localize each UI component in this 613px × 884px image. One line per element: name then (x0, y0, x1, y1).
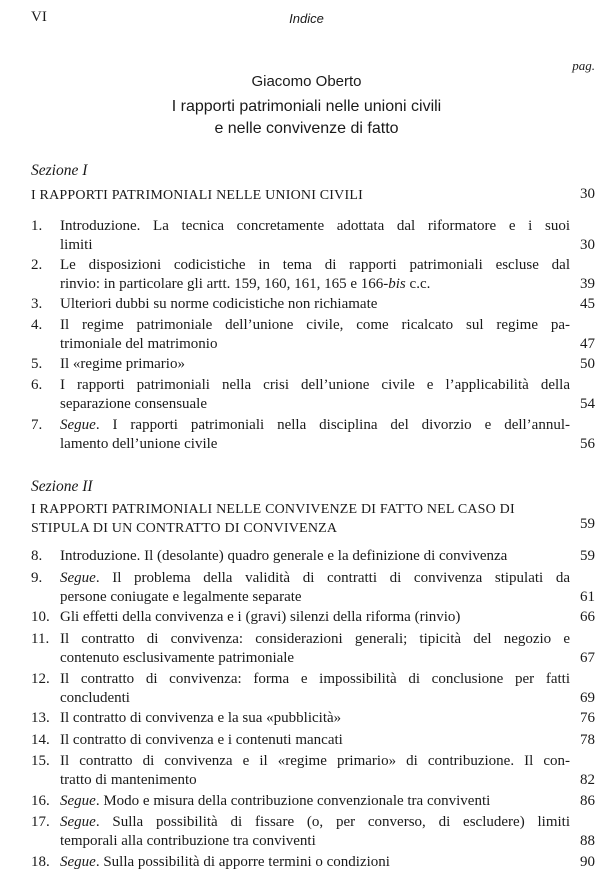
entry-page: 56 (580, 436, 595, 452)
running-title: Indice (289, 11, 324, 26)
entry-line (60, 853, 570, 872)
entry-title (60, 376, 570, 414)
entry-page: 67 (580, 650, 595, 666)
entry-title (60, 709, 570, 728)
entry-page: 90 (580, 854, 595, 870)
entry-line: limiti (60, 237, 93, 253)
entry-title (60, 813, 570, 851)
entry-line: Introduzione. La tecnica concretamente adottata dal riformatore e i suoi (60, 218, 570, 234)
entry-italic: Segue (60, 570, 96, 586)
entry-line (60, 275, 570, 294)
entry-number: 8. (31, 548, 43, 564)
section-heading (31, 186, 567, 205)
entry-page: 61 (580, 589, 595, 605)
entry-number: 14. (31, 732, 50, 748)
entry-title (60, 355, 570, 374)
entry-line: Gli effetti della convivenza e i (gravi) silenzi della riforma (rinvio) (60, 609, 461, 625)
section-label: Sezione I (31, 162, 88, 179)
entry-title (60, 217, 570, 255)
chapter-title-line-2: e nelle convivenze di fatto (214, 120, 399, 137)
entry-line: tratto di mantenimento (60, 772, 197, 788)
entry-line: trimoniale del matrimonio (60, 336, 218, 352)
entry-line-part: . Sulla possibilità di fissare (o, per converso, di escludere) limiti (95, 814, 570, 830)
entry-italic: bis (388, 276, 406, 292)
entry-line: persone coniugate e legalmente separate (60, 589, 302, 605)
entry-number: 7. (31, 417, 43, 433)
pag-label: pag. (572, 58, 595, 73)
entry-title (60, 731, 570, 750)
entry-title (60, 295, 570, 314)
entry-line-part: c.c. (409, 276, 431, 292)
entry-line-part: . I rapporti patrimoniali nella disciplina del divorzio e dell’annul- (95, 417, 570, 433)
entry-line-part: rinvio: in particolare gli artt. 159, 160, 161, 165 e 166- (60, 276, 389, 292)
entry-line: Il «regime primario» (60, 356, 185, 372)
entry-page: 78 (580, 732, 595, 748)
entry-italic: Segue (60, 854, 96, 870)
entry-page: 47 (580, 336, 595, 352)
entry-page: 30 (580, 237, 595, 253)
entry-number: 10. (31, 609, 50, 625)
entry-page: 50 (580, 356, 595, 372)
entry-page: 45 (580, 296, 595, 312)
entry-line: I rapporti patrimoniali nella crisi dell’unione civile e l’applicabilità della (60, 377, 570, 393)
entry-line (60, 813, 570, 832)
entry-line: Il contratto di convivenza e il «regime primario» di contribuzione. Il con- (60, 753, 570, 769)
entry-title (60, 608, 570, 627)
entry-page: 39 (580, 276, 595, 292)
entry-page: 82 (580, 772, 595, 788)
author-name: Giacomo Oberto (251, 73, 362, 90)
entry-line: temporali alla contribuzione tra conviventi (60, 833, 316, 849)
entry-page: 69 (580, 690, 595, 706)
entry-line: Ulteriori dubbi su norme codicistiche non richiamate (60, 296, 378, 312)
entry-number: 11. (31, 631, 50, 647)
entry-title (60, 316, 570, 354)
page-number-roman: VI (31, 9, 47, 25)
entry-title (60, 853, 570, 872)
entry-title (60, 752, 570, 790)
entry-line (60, 416, 570, 435)
section-heading-line: I RAPPORTI PATRIMONIALI NELLE UNIONI CIVILI (31, 188, 363, 203)
entry-number: 1. (31, 218, 43, 234)
section-page: 59 (580, 516, 595, 532)
entry-line-part: . Modo e misura della contribuzione convenzionale tra conviventi (95, 793, 491, 809)
entry-number: 4. (31, 317, 43, 333)
section-heading-line: I RAPPORTI PATRIMONIALI NELLE CONVIVENZE DI FATTO NEL CASO DI (31, 502, 515, 517)
entry-italic: Segue (60, 793, 96, 809)
entry-number: 9. (31, 570, 43, 586)
entry-line: Introduzione. Il (desolante) quadro generale e la definizione di convivenza (60, 548, 508, 564)
entry-line: concludenti (60, 690, 130, 706)
entry-line (60, 792, 570, 811)
entry-title (60, 670, 570, 708)
entry-title (60, 256, 570, 294)
entry-page: 88 (580, 833, 595, 849)
entry-line: lamento dell’unione civile (60, 436, 218, 452)
entry-line: contenuto esclusivamente patrimoniale (60, 650, 295, 666)
section-label: Sezione II (31, 478, 93, 495)
entry-line: Il contratto di convivenza e la sua «pubblicità» (60, 710, 342, 726)
entry-number: 16. (31, 793, 50, 809)
entry-title (60, 547, 570, 566)
entry-line-part: . Sulla possibilità di apporre termini o condizioni (95, 854, 390, 870)
entry-number: 12. (31, 671, 50, 687)
entry-number: 18. (31, 854, 50, 870)
entry-title (60, 792, 570, 811)
entry-number: 3. (31, 296, 43, 312)
entry-line: Il contratto di convivenza: considerazioni generali; tipicità del negozio e (60, 631, 570, 647)
entry-number: 17. (31, 814, 50, 830)
entry-page: 54 (580, 396, 595, 412)
entry-line: separazione consensuale (60, 396, 208, 412)
entry-title (60, 569, 570, 607)
entry-number: 2. (31, 257, 43, 273)
entry-line (60, 569, 570, 588)
entry-line: Il regime patrimoniale dell’unione civile, come ricalcato sul regime pa- (60, 317, 570, 333)
entry-line-part: . Il problema della validità di contratti di convivenza stipulati da (95, 570, 570, 586)
entry-page: 59 (580, 548, 595, 564)
entry-italic: Segue (60, 814, 96, 830)
entry-page: 76 (580, 710, 595, 726)
entry-line: Il contratto di convivenza: forma e impossibilità di conclusione per fatti (60, 671, 570, 687)
chapter-title-line-1: I rapporti patrimoniali nelle unioni civili (171, 98, 442, 115)
entry-line: Le disposizioni codicistiche in tema di rapporti patrimoniali escluse dal (60, 257, 570, 273)
entry-title (60, 630, 570, 668)
entry-page: 86 (580, 793, 595, 809)
entry-italic: Segue (60, 417, 96, 433)
entry-line: Il contratto di convivenza e i contenuti mancati (60, 732, 343, 748)
entry-number: 15. (31, 753, 50, 769)
section-page: 30 (580, 186, 595, 202)
entry-number: 6. (31, 377, 43, 393)
entry-page: 66 (580, 609, 595, 625)
entry-title (60, 416, 570, 454)
section-heading (31, 500, 567, 538)
entry-number: 13. (31, 710, 50, 726)
entry-number: 5. (31, 356, 43, 372)
section-heading-line: STIPULA DI UN CONTRATTO DI CONVIVENZA (31, 521, 338, 536)
